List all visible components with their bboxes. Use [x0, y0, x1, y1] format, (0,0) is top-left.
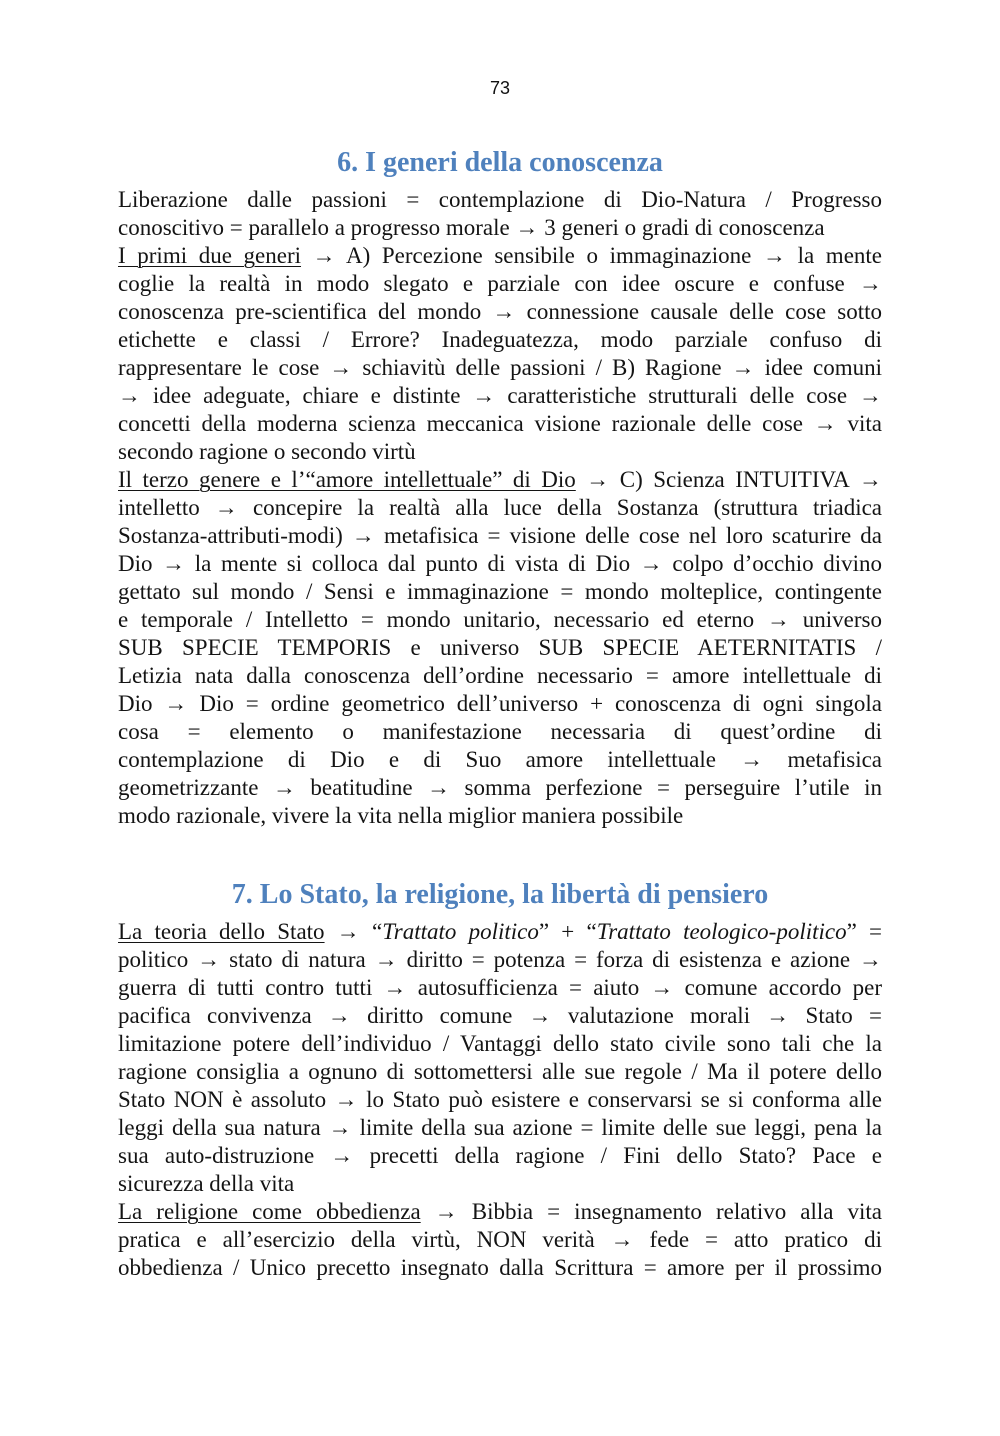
text-line: Dio → la mente si colloca dal punto di vista di Dio → colpo d’occhio divino — [118, 551, 882, 576]
text-line: pratica e all’esercizio della virtù, NON verità → fede = atto pratico di — [118, 1227, 882, 1252]
italic-work-title: Trattato politico — [382, 919, 539, 944]
text-line — [118, 242, 882, 270]
section-body — [118, 918, 882, 1282]
section-body — [118, 186, 882, 830]
text-line — [118, 1198, 882, 1226]
text-line: modo razionale, vivere la vita nella miglior maniera possibile — [118, 803, 684, 828]
text-line: geometrizzante → beatitudine → somma perfezione = perseguire l’utile in — [118, 775, 882, 800]
text-line: pacifica convivenza → diritto comune → valutazione morali → Stato = — [118, 1003, 882, 1028]
text-line: guerra di tutti contro tutti → autosufficienza = aiuto → comune accordo per — [118, 975, 882, 1000]
text-line: conoscitivo = parallelo a progresso morale → 3 generi o gradi di conoscenza — [118, 215, 825, 240]
section-heading: 7. Lo Stato, la religione, la libertà di pensiero — [231, 879, 769, 910]
text-run: → “ — [324, 919, 383, 944]
text-line: SUB SPECIE TEMPORIS e universo SUB SPECIE AETERNITATIS / — [118, 635, 882, 660]
text-line: intelletto → concepire la realtà alla luce della Sostanza (struttura triadica — [118, 495, 882, 520]
text-line: contemplazione di Dio e di Suo amore intellettuale → metafisica — [118, 747, 882, 772]
text-line: leggi della sua natura → limite della sua azione = limite delle sue leggi, pena la — [118, 1115, 882, 1140]
text-line: sua auto-distruzione → precetti della ragione / Fini dello Stato? Pace e — [118, 1143, 882, 1168]
text-line: → idee adeguate, chiare e distinte → caratteristiche strutturali delle cose → — [118, 383, 882, 408]
text-line: etichette e classi / Errore? Inadeguatezza, modo parziale confuso di — [118, 327, 882, 352]
text-run: → Bibbia = insegnamento relativo alla vita — [420, 1199, 882, 1224]
page-number: 73 — [489, 78, 511, 98]
text-line — [118, 918, 882, 946]
text-line: obbedienza / Unico precetto insegnato dalla Scrittura = amore per il prossimo — [118, 1255, 882, 1280]
underlined-topic-label: I primi due generi — [118, 243, 302, 268]
text-line: cosa = elemento o manifestazione necessaria di quest’ordine di — [118, 719, 882, 744]
text-line: concetti della moderna scienza meccanica visione razionale delle cose → vita — [118, 411, 882, 436]
text-line: secondo ragione o secondo virtù — [118, 439, 416, 464]
text-line: e temporale / Intelletto = mondo unitario, necessario ed eterno → universo — [118, 607, 882, 632]
underlined-topic-label: La teoria dello Stato — [118, 919, 325, 944]
section-heading: 6. I generi della conoscenza — [337, 147, 663, 178]
italic-work-title: Trattato teologico-politico — [596, 919, 847, 944]
text-run: ” = — [846, 919, 882, 944]
text-line: politico → stato di natura → diritto = potenza = forza di esistenza e azione → — [118, 947, 882, 972]
underlined-topic-label: Il terzo genere e l’“amore intellettuale” di Dio — [118, 467, 576, 492]
text-line: conoscenza pre-scientifica del mondo → connessione causale delle cose sotto — [118, 299, 882, 324]
text-line: ragione consiglia a ognuno di sottomettersi alle sue regole / Ma il potere dello — [118, 1059, 882, 1084]
text-run: ” + “ — [538, 919, 597, 944]
underlined-topic-label: La religione come obbedienza — [118, 1199, 421, 1224]
text-line: coglie la realtà in modo slegato e parziale con idee oscure e confuse → — [118, 271, 882, 296]
text-line: rappresentare le cose → schiavitù delle passioni / B) Ragione → idee comuni — [118, 355, 882, 380]
text-line: Stato NON è assoluto → lo Stato può esistere e conservarsi se si conforma alle — [118, 1087, 882, 1112]
text-line: limitazione potere dell’individuo / Vantaggi dello stato civile sono tali che la — [118, 1031, 882, 1056]
text-line: Dio → Dio = ordine geometrico dell’universo + conoscenza di ogni singola — [118, 691, 882, 716]
text-line: Letizia nata dalla conoscenza dell’ordine necessario = amore intellettuale di — [118, 663, 882, 688]
text-line: Sostanza-attributi-modi) → metafisica = visione delle cose nel loro scaturire da — [118, 523, 882, 548]
text-line: sicurezza della vita — [118, 1171, 295, 1196]
text-line: gettato sul mondo / Sensi e immaginazione = mondo molteplice, contingente — [118, 579, 882, 604]
text-run: → A) Percezione sensibile o immaginazione → la mente — [301, 243, 882, 268]
text-line — [118, 466, 882, 494]
text-run: → C) Scienza INTUITIVA → — [575, 467, 882, 492]
text-line: Liberazione dalle passioni = contemplazione di Dio-Natura / Progresso — [118, 187, 882, 212]
